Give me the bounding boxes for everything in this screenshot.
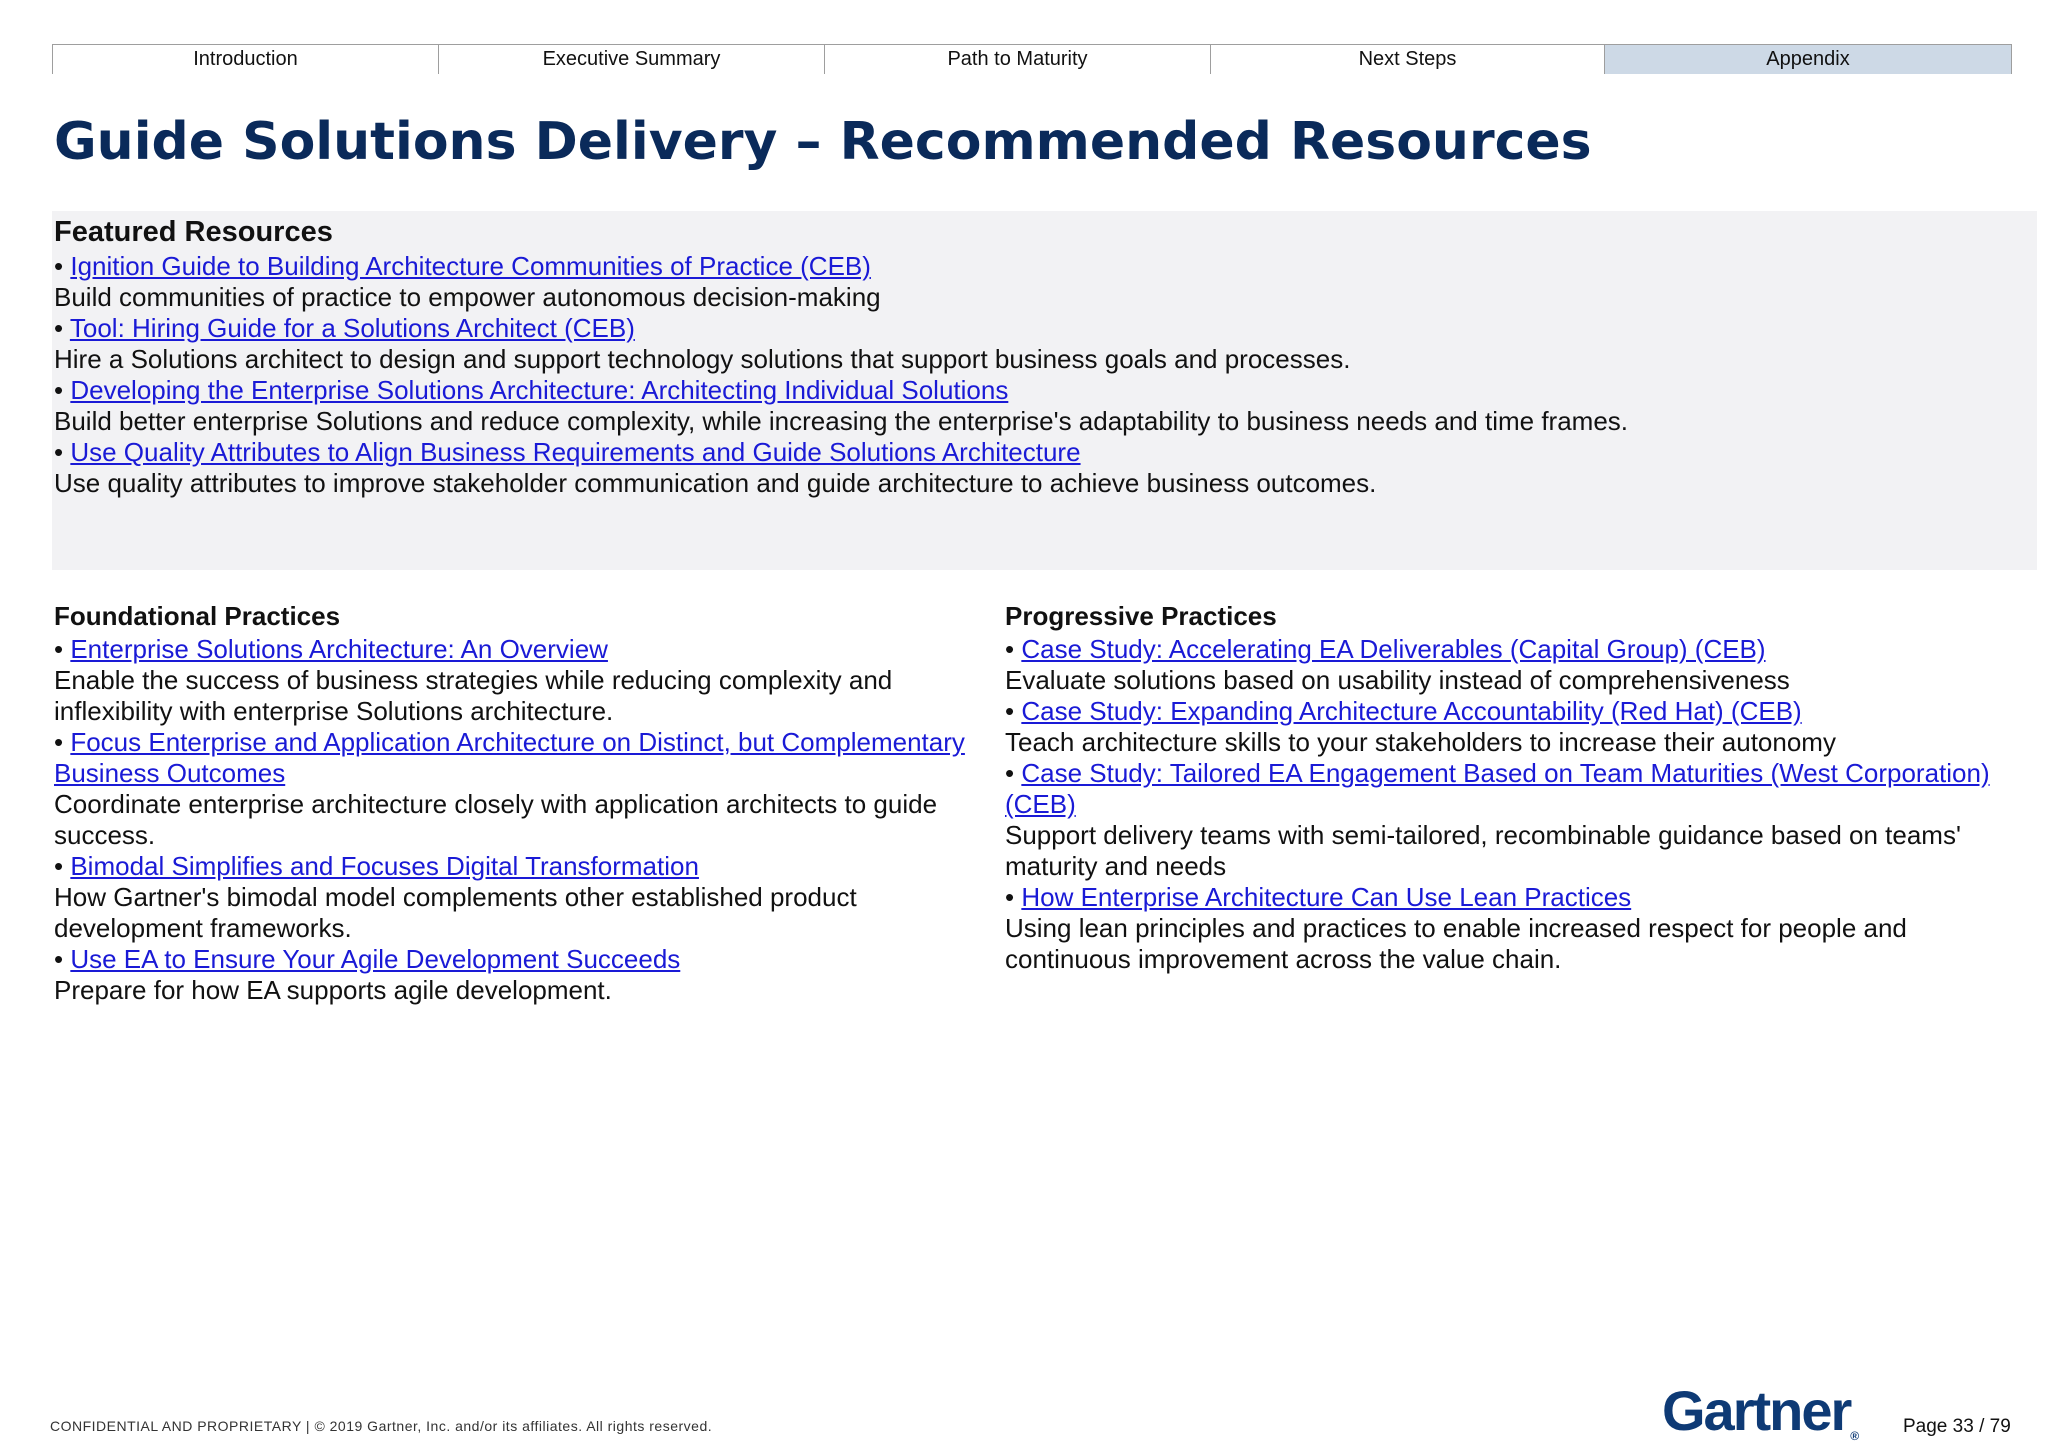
bullet: • — [54, 727, 64, 757]
list-item — [1005, 758, 1995, 820]
bullet: • — [54, 251, 64, 281]
item-description: Enable the success of business strategies while reducing complexity and inflexibility with enterprise Solutions architecture. — [54, 665, 893, 726]
page-number: Page 33 / 79 — [1903, 1416, 2011, 1437]
bullet: • — [54, 851, 64, 881]
foundational-link-1[interactable]: Enterprise Solutions Architecture: An Overview — [70, 634, 608, 664]
bullet: • — [1005, 634, 1015, 664]
foundational-practices-column — [54, 598, 1004, 1006]
item-description: Using lean principles and practices to enable increased respect for people and continuous improvement across the value chain. — [1005, 913, 1907, 974]
foundational-link-4[interactable]: Use EA to Ensure Your Agile Development Succeeds — [70, 944, 681, 974]
item-description: Support delivery teams with semi-tailored, recombinable guidance based on teams' maturity and needs — [1005, 820, 1961, 881]
item-description: Prepare for how EA supports agile development. — [54, 975, 612, 1005]
list-item — [54, 251, 2035, 282]
registered-mark: ® — [1850, 1429, 1860, 1443]
tab-path-to-maturity[interactable]: Path to Maturity — [825, 45, 1211, 74]
featured-link-1[interactable]: Ignition Guide to Building Architecture Communities of Practice (CEB) — [70, 251, 871, 281]
foundational-link-2[interactable]: Focus Enterprise and Application Architecture on Distinct, but Complementary Business Outcomes — [54, 727, 965, 788]
bullet: • — [54, 634, 64, 664]
bullet: • — [54, 375, 64, 405]
list-item — [54, 727, 1004, 789]
list-item — [54, 437, 2035, 468]
foundational-heading: Foundational Practices — [54, 601, 341, 631]
confidential-notice: CONFIDENTIAL AND PROPRIETARY | © 2019 Gartner, Inc. and/or its affiliates. All rights reserved. — [50, 1418, 713, 1434]
list-item — [54, 634, 1004, 665]
logo-text: Gartner — [1662, 1379, 1851, 1442]
progressive-practices-column — [1005, 598, 1995, 975]
item-description: Use quality attributes to improve stakeholder communication and guide architecture to achieve business outcomes. — [54, 468, 1377, 498]
bullet: • — [54, 437, 64, 467]
item-description: Evaluate solutions based on usability instead of comprehensiveness — [1005, 665, 1790, 695]
bullet: • — [54, 313, 64, 343]
page-title: Guide Solutions Delivery – Recommended Resources — [54, 112, 1592, 172]
list-item — [54, 313, 2035, 344]
list-item — [1005, 634, 1995, 665]
gartner-logo — [1662, 1378, 1859, 1443]
featured-link-3[interactable]: Developing the Enterprise Solutions Architecture: Architecting Individual Solutions — [70, 375, 1009, 405]
item-description: Hire a Solutions architect to design and support technology solutions that support business goals and processes. — [54, 344, 1351, 374]
bullet: • — [1005, 758, 1015, 788]
item-description: Build better enterprise Solutions and reduce complexity, while increasing the enterprise's adaptability to business needs and time frames. — [54, 406, 1629, 436]
bullet: • — [1005, 696, 1015, 726]
list-item — [54, 944, 1004, 975]
list-item — [54, 375, 2035, 406]
list-item — [1005, 696, 1995, 727]
foundational-link-3[interactable]: Bimodal Simplifies and Focuses Digital Transformation — [70, 851, 699, 881]
tab-next-steps[interactable]: Next Steps — [1211, 45, 1605, 74]
bullet: • — [1005, 882, 1015, 912]
featured-link-2[interactable]: Tool: Hiring Guide for a Solutions Architect (CEB) — [69, 313, 635, 343]
progressive-link-2[interactable]: Case Study: Expanding Architecture Accountability (Red Hat) (CEB) — [1021, 696, 1802, 726]
list-item — [1005, 882, 1995, 913]
featured-heading: Featured Resources — [54, 216, 333, 248]
progressive-heading: Progressive Practices — [1005, 601, 1277, 631]
item-description: Build communities of practice to empower autonomous decision-making — [54, 282, 881, 312]
progressive-link-1[interactable]: Case Study: Accelerating EA Deliverables (Capital Group) (CEB) — [1021, 634, 1766, 664]
progressive-link-4[interactable]: How Enterprise Architecture Can Use Lean Practices — [1021, 882, 1632, 912]
progressive-link-3[interactable]: Case Study: Tailored EA Engagement Based on Team Maturities (West Corporation) (CEB) — [1005, 758, 1990, 819]
tab-executive-summary[interactable]: Executive Summary — [439, 45, 825, 74]
tab-appendix[interactable]: Appendix — [1605, 45, 2011, 74]
item-description: Teach architecture skills to your stakeholders to increase their autonomy — [1005, 727, 1836, 757]
bullet: • — [54, 944, 64, 974]
item-description: How Gartner's bimodal model complements other established product development frameworks. — [54, 882, 857, 943]
tab-introduction[interactable]: Introduction — [53, 45, 439, 74]
item-description: Coordinate enterprise architecture closely with application architects to guide success. — [54, 789, 938, 850]
featured-resources-panel — [52, 211, 2037, 570]
list-item — [54, 851, 1004, 882]
featured-list — [54, 251, 2035, 499]
section-tabs — [52, 44, 2012, 74]
featured-link-4[interactable]: Use Quality Attributes to Align Business Requirements and Guide Solutions Architecture — [70, 437, 1081, 467]
